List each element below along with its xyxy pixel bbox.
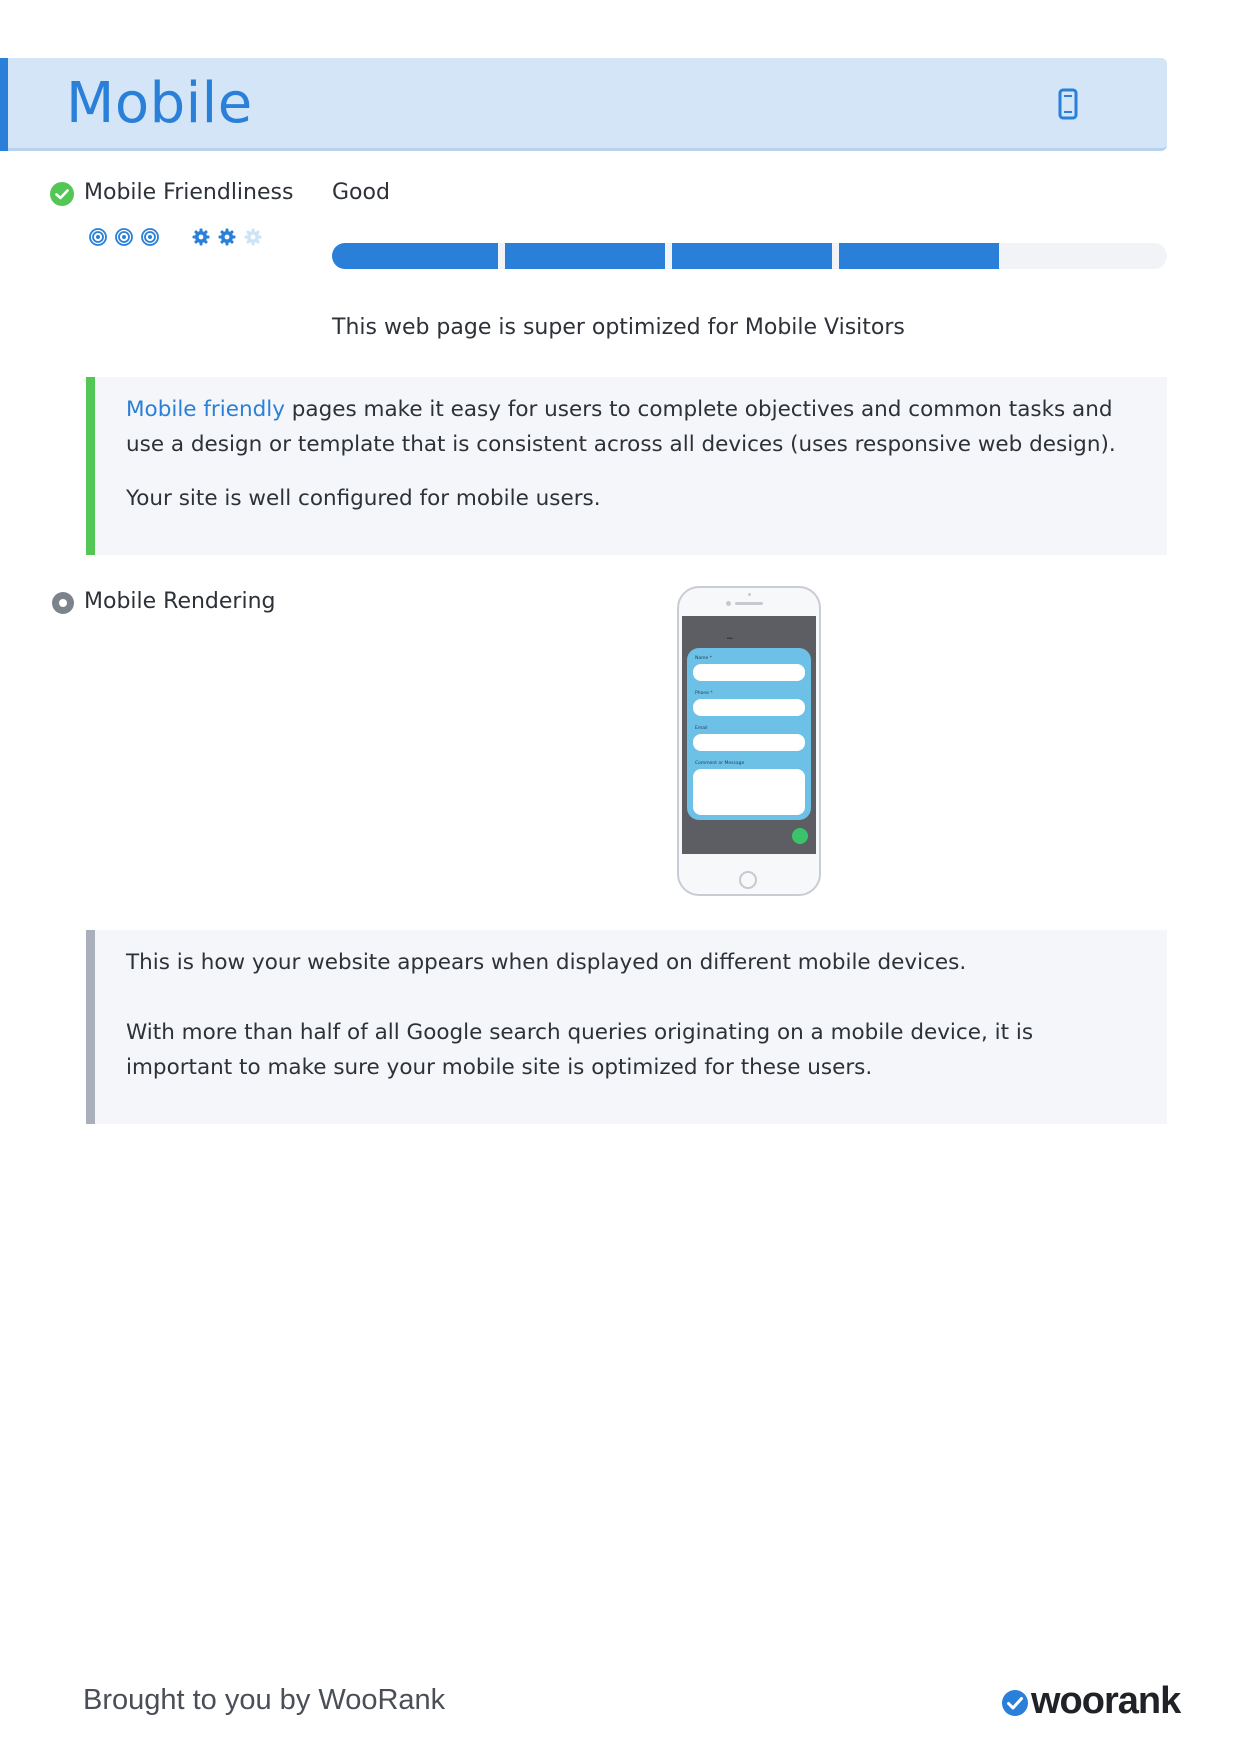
target-icon — [115, 228, 133, 246]
rendering-importance: With more than half of all Google search queries originating on a mobile device, it is important to make sure your mobile site is optimized for these users. — [126, 1020, 1034, 1080]
callout-description-text: pages make it easy for users to complete objectives and common tasks and use a design or template that is consistent across all devices (uses responsive web design). — [126, 397, 1116, 457]
footer-credit: Brought to you by WooRank — [83, 1684, 446, 1716]
form-label: Email — [695, 726, 708, 731]
phone-home-button — [739, 871, 757, 889]
target-icon — [141, 228, 159, 246]
callout-verdict: Your site is well configured for mobile users. — [126, 486, 601, 511]
mobile-phone-icon — [1058, 88, 1078, 120]
mobile-rendering-label: Mobile Rendering — [84, 589, 276, 614]
score-bar-segment — [332, 243, 498, 269]
form-label: Name * — [695, 656, 712, 661]
gear-icon — [244, 228, 262, 246]
form-textarea — [693, 769, 805, 815]
site-logo-image: ~ — [726, 634, 734, 644]
woorank-check-icon — [1001, 1689, 1029, 1717]
check-circle-icon — [50, 182, 74, 206]
target-icon — [89, 228, 107, 246]
banner-accent-bar — [0, 58, 8, 151]
mobile-friendliness-value: Good — [332, 180, 390, 205]
gear-icon — [192, 228, 210, 246]
mobile-friendly-callout — [86, 377, 1167, 555]
callout-description — [126, 392, 1127, 462]
woorank-logo: woorank — [1031, 1680, 1181, 1722]
form-label: Phone * — [695, 691, 713, 696]
phone-sensor — [748, 593, 751, 596]
form-field — [693, 664, 805, 681]
chat-bubble-icon — [792, 828, 808, 844]
mobile-friendliness-label: Mobile Friendliness — [84, 180, 294, 205]
form-label: Comment or Message — [695, 761, 745, 766]
form-field — [693, 734, 805, 751]
mobile-friendly-link[interactable]: Mobile friendly — [126, 397, 285, 422]
rendering-description: This is how your website appears when displayed on different mobile devices. — [126, 950, 967, 975]
mobile-rendering-callout — [86, 930, 1167, 1124]
form-field — [693, 699, 805, 716]
phone-speaker — [735, 602, 763, 605]
score-bar-segment — [672, 243, 832, 269]
eye-icon — [50, 592, 76, 614]
score-bar-segment — [505, 243, 665, 269]
gear-icon — [218, 228, 236, 246]
phone-camera — [726, 601, 731, 606]
section-title: Mobile — [66, 71, 253, 136]
score-caption: This web page is super optimized for Mobile Visitors — [332, 315, 905, 340]
score-bar-segment — [839, 243, 999, 269]
